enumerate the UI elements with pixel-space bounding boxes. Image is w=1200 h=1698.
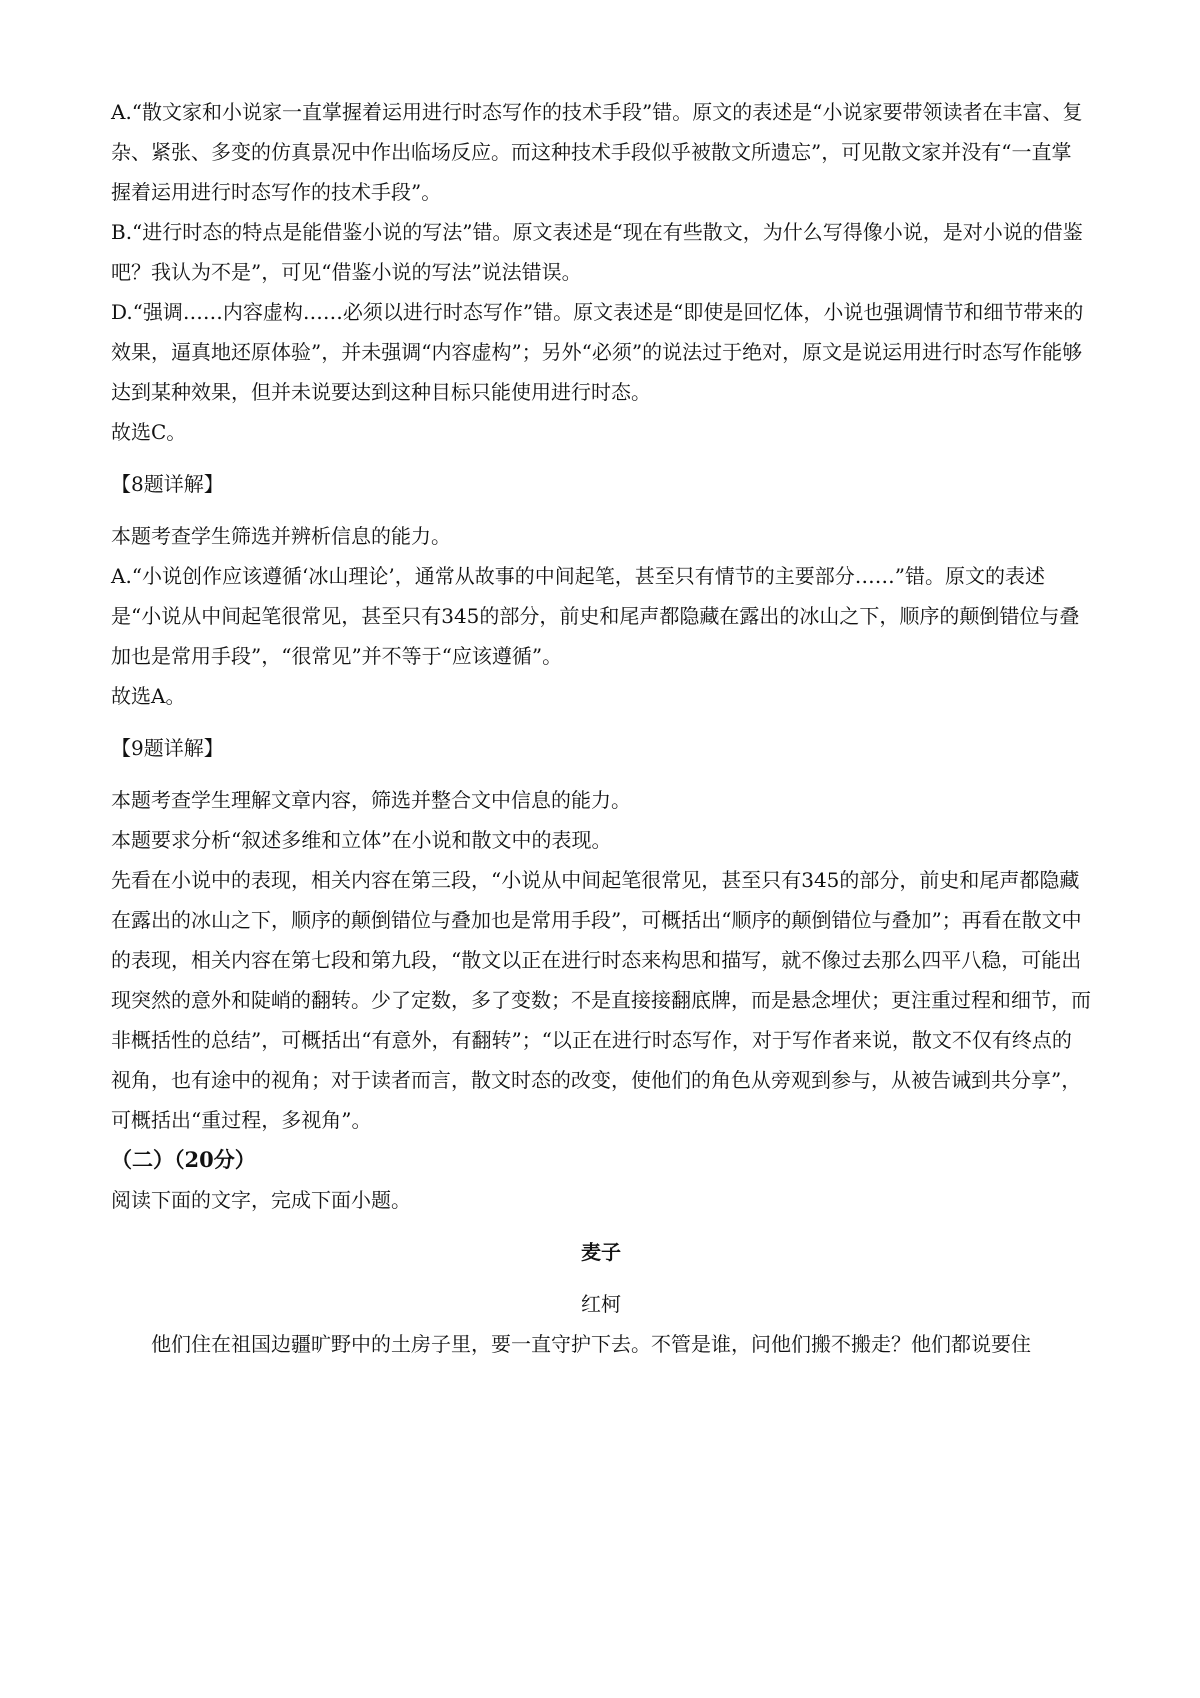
question-9-requirement: 本题要求分析“叙述多维和立体”在小说和散文中的表现。: [111, 828, 612, 852]
article-author: 红柯: [581, 1292, 621, 1316]
question-9-analysis: 先看在小说中的表现，相关内容在第三段，“小说从中间起笔很常见，甚至只有345的部分，前史和尾声都隐藏在露出的冰山之下，顺序的颠倒错位与叠加也是常用手段”，可概括出“顺序的颠倒错位与叠加”；再看在散文中的表现，相关内容在第七段和第九段，“散文以正在进行时态来构思和描写，就不像过去那么四平八稳，可能出现突然的意外和陡峭的翻转。少了定数，多了变数；不是直接接翻底牌，而是悬念埋伏；更注重过程和细节，而非概括性的总结”，可概括出“有意外，有翻转”；“以正在进行时态写作，对于写作者来说，散文不仅有终点的视角，也有途中的视角；对于读者而言，散文时态的改变，使他们的角色从旁观到参与，从被告诫到共分享”，可概括出“重过程，多视角”。: [111, 868, 1091, 1132]
question-8-heading: 【8题详解】: [111, 472, 224, 496]
question-8-analysis: A.“小说创作应该遵循‘冰山理论’，通常从故事的中间起笔，甚至只有情节的主要部分……”错。原文的表述是“小说从中间起笔很常见，甚至只有345的部分，前史和尾声都隐藏在露出的冰山之下，顺序的颠倒错位与叠加也是常用手段”，“很常见”并不等于“应该遵循”。: [111, 564, 1080, 668]
option-b-analysis: B.“进行时态的特点是能借鉴小说的写法”错。原文表述是“现在有些散文，为什么写得像小说，是对小说的借鉴吧？我认为不是”，可见“借鉴小说的写法”说法错误。: [111, 220, 1083, 284]
question-9-heading: 【9题详解】: [111, 736, 224, 760]
option-a-analysis: A.“散文家和小说家一直掌握着运用进行时态写作的技术手段”错。原文的表述是“小说家要带领读者在丰富、复杂、紧张、多变的仿真景况中作出临场反应。而这种技术手段似乎被散文所遗忘”，可见散文家并没有“一直掌握着运用进行时态写作的技术手段”。: [111, 100, 1083, 204]
document-content: [111, 92, 1091, 1364]
answer-7: 故选C。: [111, 420, 187, 444]
answer-8: 故选A。: [111, 684, 186, 708]
article-first-line: 他们住在祖国边疆旷野中的土房子里，要一直守护下去。不管是谁，问他们搬不搬走？他们都说要住: [151, 1332, 1031, 1356]
reading-instruction: 阅读下面的文字，完成下面小题。: [111, 1188, 411, 1212]
section-two-heading: （二）（20分）: [111, 1147, 256, 1172]
question-8-intro: 本题考查学生筛选并辨析信息的能力。: [111, 524, 451, 548]
option-d-analysis: D.“强调……内容虚构……必须以进行时态写作”错。原文表述是“即使是回忆体，小说也强调情节和细节带来的效果，逼真地还原体验”，并未强调“内容虚构”；另外“必须”的说法过于绝对，原文是说运用进行时态写作能够达到某种效果，但并未说要达到这种目标只能使用进行时态。: [111, 300, 1084, 404]
article-title: 麦子: [581, 1240, 621, 1264]
question-9-intro: 本题考查学生理解文章内容，筛选并整合文中信息的能力。: [111, 788, 631, 812]
